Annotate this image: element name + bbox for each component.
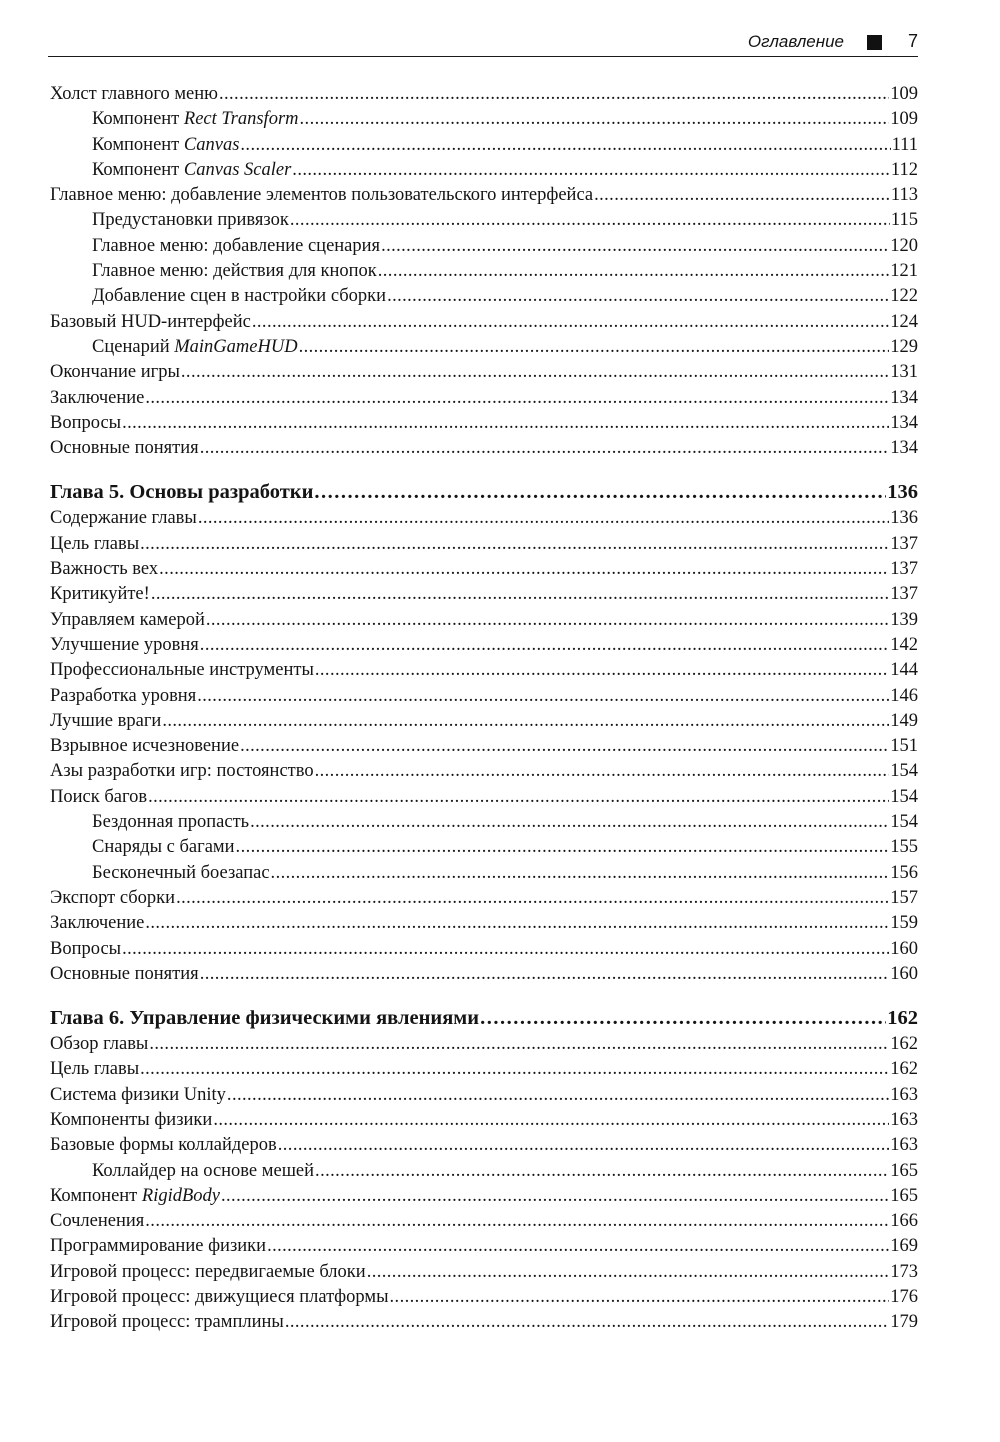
dot-leader: [198, 506, 889, 531]
header-square-mark: [867, 35, 882, 50]
toc-entry-title-text: Взрывное исчезновение: [50, 736, 240, 757]
toc-entry-title-text: Программирование физики: [50, 1236, 267, 1257]
toc-entry-title: [50, 1234, 266, 1259]
dot-leader: [213, 1108, 889, 1133]
toc-entry-title-text: Компонент: [92, 159, 184, 180]
toc-entry-page: 134: [890, 438, 918, 459]
toc-entry: [50, 886, 918, 911]
toc-entry-title-text: Важность вех: [50, 559, 159, 580]
toc-entry-title: [50, 886, 175, 911]
toc-entry-title-text: Игровой процесс: передвигаемые блоки: [50, 1261, 366, 1282]
toc-entry-title-text: Базовый HUD-интерфейс: [50, 311, 251, 332]
dot-leader: [285, 1310, 889, 1335]
toc-entry-title: [50, 1159, 314, 1184]
toc-entry-title: [50, 937, 121, 962]
toc-entry-title: [50, 158, 291, 183]
toc-entry-page: 162: [887, 1007, 918, 1030]
toc-entry-title-text: Основные понятия: [50, 438, 199, 459]
toc-entry-title: [50, 658, 314, 683]
toc-entry: [50, 1260, 918, 1285]
toc-entry-page: 156: [890, 862, 918, 883]
toc-entry-title-text: Базовые формы коллайдеров: [50, 1135, 277, 1156]
toc-entry: [50, 360, 918, 385]
toc-entry-title-text: Главное меню: добавление сценария: [92, 235, 381, 256]
toc-entry-title-text: Управляем камерой: [50, 609, 205, 630]
toc-entry-title: [50, 1260, 366, 1285]
toc-entry-title: [50, 310, 251, 335]
dot-leader: [219, 82, 889, 107]
toc-entry-title-text: Игровой процесс: движущиеся платформы: [50, 1287, 389, 1308]
toc-entry: [50, 436, 918, 461]
toc-entry-title: [50, 835, 235, 860]
toc-entry: [50, 158, 918, 183]
toc-entry: [50, 1209, 918, 1234]
dot-leader: [290, 208, 890, 233]
toc-entry-page: 115: [890, 210, 918, 231]
toc-entry-title: [50, 734, 239, 759]
toc-entry-page: 154: [890, 761, 918, 782]
toc-entry-page: 136: [887, 481, 918, 504]
dot-leader: [200, 962, 890, 987]
dot-leader: [250, 810, 889, 835]
toc-entry-title: [50, 1083, 226, 1108]
toc-entry-page: 163: [890, 1109, 918, 1130]
toc-entry-page: 176: [890, 1287, 918, 1308]
toc-entry-page: 179: [890, 1312, 918, 1333]
toc-entry-title: [50, 183, 593, 208]
toc-entry-title-text: Разработка уровня: [50, 685, 197, 706]
dot-leader: [122, 937, 889, 962]
toc-entry-page: 109: [890, 84, 918, 104]
dot-leader: [271, 861, 890, 886]
toc-entry-page: 162: [890, 1059, 918, 1080]
toc-entry: [50, 1032, 918, 1057]
dot-leader: [381, 234, 889, 259]
toc-entry-title-text: Поиск багов: [50, 786, 148, 807]
toc-entry-title-text: Критикуйте!: [50, 584, 150, 605]
toc-entry-page: 136: [890, 508, 918, 529]
toc-entry-title-italic: MainGameHUD: [174, 336, 298, 357]
toc-entry-page: 121: [890, 261, 918, 282]
dot-leader: [300, 107, 890, 132]
toc-entry-title: [50, 360, 180, 385]
toc-entry-title: [50, 234, 380, 259]
toc-entry-title-text: Бесконечный боезапас: [92, 862, 270, 883]
toc-entry-title-text: Бездонная пропасть: [92, 812, 250, 833]
toc-entry: [50, 208, 918, 233]
toc-entry-page: 120: [890, 235, 918, 256]
toc-entry-page: 122: [890, 286, 918, 307]
toc-entry-page: 149: [890, 710, 918, 731]
toc-entry-title: [50, 1310, 284, 1335]
toc-entry-title-text: Содержание главы: [50, 508, 197, 529]
toc-entry: [50, 310, 918, 335]
dot-leader: [148, 785, 889, 810]
toc-entry: [50, 608, 918, 633]
toc-entry: [50, 937, 918, 962]
toc-entry: [50, 1184, 918, 1209]
toc-entry-page: 137: [890, 533, 918, 554]
toc-entry-page: 154: [890, 812, 918, 833]
toc-entry-title: [50, 1108, 212, 1133]
toc-entry: [50, 234, 918, 259]
toc-entry-page: 173: [890, 1261, 918, 1282]
page-number: 7: [907, 31, 918, 51]
toc-entry: [50, 532, 918, 557]
toc-entry-title: [50, 1005, 479, 1032]
toc-entry-title-text: Заключение: [50, 387, 145, 408]
toc-entry: [50, 1083, 918, 1108]
toc-entry-title-text: Холст главного меню: [50, 84, 218, 104]
dot-leader: [200, 436, 890, 461]
dot-leader: [200, 633, 889, 658]
dot-leader: [367, 1260, 890, 1285]
dot-leader: [236, 835, 890, 860]
dot-leader: [145, 1209, 889, 1234]
table-of-contents: [50, 82, 918, 1336]
toc-entry-title: [50, 335, 298, 360]
toc-entry-title-text: Заключение: [50, 913, 145, 934]
toc-entry-title-text: Обзор главы: [50, 1034, 149, 1055]
dot-leader: [149, 1032, 889, 1057]
toc-entry-title-text: Снаряды с багами: [92, 837, 235, 858]
toc-entry-title-text: Система физики Unity: [50, 1084, 226, 1105]
toc-entry-page: 112: [890, 159, 918, 180]
toc-entry-title: [50, 582, 150, 607]
toc-entry-title-text: Экспорт сборки: [50, 887, 176, 908]
toc-entry: [50, 658, 918, 683]
toc-chapter-entry: [50, 1005, 918, 1032]
toc-entry-title: [50, 1184, 220, 1209]
dot-leader: [122, 411, 889, 436]
dot-leader: [267, 1234, 889, 1259]
dot-leader: [314, 479, 886, 506]
toc-entry-page: 111: [891, 134, 918, 155]
dot-leader: [594, 183, 890, 208]
toc-entry: [50, 835, 918, 860]
toc-entry-title: [50, 911, 144, 936]
toc-entry-title-text: Улучшение уровня: [50, 634, 199, 655]
toc-entry-page: 131: [890, 362, 918, 383]
dot-leader: [390, 1285, 890, 1310]
toc-entry-title: [50, 785, 147, 810]
toc-entry: [50, 911, 918, 936]
toc-entry-title: [50, 1209, 144, 1234]
toc-entry-title-italic: RigidBody: [141, 1185, 220, 1206]
toc-entry-title: [50, 133, 239, 158]
dot-leader: [315, 759, 890, 784]
toc-entry-title-text: Добавление сцен в настройки сборки: [92, 286, 387, 307]
dot-leader: [227, 1083, 889, 1108]
toc-entry-title-italic: Canvas Scaler: [183, 159, 292, 180]
toc-entry: [50, 962, 918, 987]
toc-entry-title-text: Вопросы: [50, 412, 122, 433]
toc-entry-title-text: Сочленения: [50, 1211, 145, 1232]
toc-entry-page: 163: [890, 1084, 918, 1105]
running-title: Оглавление: [747, 32, 844, 51]
toc-entry: [50, 709, 918, 734]
toc-entry-title: [50, 506, 197, 531]
toc-entry-page: 124: [890, 311, 918, 332]
toc-entry: [50, 557, 918, 582]
dot-leader: [221, 1184, 889, 1209]
toc-entry-title: [50, 82, 218, 107]
toc-entry-title: [50, 633, 199, 658]
toc-entry: [50, 734, 918, 759]
toc-entry-title: [50, 557, 158, 582]
toc-entry: [50, 82, 918, 107]
toc-entry: [50, 1159, 918, 1184]
toc-entry: [50, 1057, 918, 1082]
dot-leader: [378, 259, 890, 284]
toc-entry: [50, 1108, 918, 1133]
dot-leader: [315, 1159, 889, 1184]
toc-entry: [50, 259, 918, 284]
toc-entry: [50, 759, 918, 784]
toc-entry-page: 154: [890, 786, 918, 807]
toc-entry: [50, 785, 918, 810]
toc-entry-title: [50, 386, 144, 411]
toc-entry-title: [50, 810, 249, 835]
dot-leader: [140, 1057, 889, 1082]
toc-entry-title: [50, 436, 199, 461]
dot-leader: [240, 734, 889, 759]
toc-entry-title-text: Лучшие враги: [50, 710, 162, 731]
dot-leader: [299, 335, 890, 360]
toc-entry-title: [50, 608, 205, 633]
toc-entry: [50, 183, 918, 208]
toc-entry: [50, 107, 918, 132]
dot-leader: [278, 1133, 890, 1158]
toc-entry-page: 129: [890, 336, 918, 357]
toc-entry-page: 166: [890, 1211, 918, 1232]
toc-entry-page: 142: [890, 634, 918, 655]
toc-entry-title: [50, 962, 199, 987]
toc-entry-page: 160: [890, 938, 918, 959]
toc-entry-page: 165: [890, 1185, 918, 1206]
toc-entry-title-text: Компонент: [50, 1185, 142, 1206]
toc-entry-page: 134: [890, 387, 918, 408]
dot-leader: [480, 1005, 886, 1032]
toc-entry: [50, 411, 918, 436]
toc-entry-title-text: Азы разработки игр: постоянство: [50, 761, 314, 782]
dot-leader: [181, 360, 889, 385]
toc-entry-title: [50, 684, 196, 709]
toc-entry-title-text: Основные понятия: [50, 963, 199, 984]
toc-entry-title-text: Цель главы: [50, 533, 140, 554]
toc-entry-title: [50, 861, 270, 886]
toc-entry-title-text: Глава 5. Основы разработки: [50, 481, 314, 504]
dot-leader: [151, 582, 889, 607]
toc-entry-title: [50, 1285, 389, 1310]
toc-entry-title-text: Глава 6. Управление физическими явлениями: [50, 1007, 480, 1030]
toc-entry-page: 144: [890, 660, 918, 681]
toc-entry-title-text: Компонент: [92, 109, 184, 130]
toc-entry-title-text: Цель главы: [50, 1059, 140, 1080]
toc-entry: [50, 1285, 918, 1310]
toc-entry-title-text: Главное меню: действия для кнопок: [92, 261, 377, 282]
toc-entry-title: [50, 208, 289, 233]
toc-entry-title: [50, 479, 313, 506]
dot-leader: [197, 684, 889, 709]
toc-chapter-entry: [50, 479, 918, 506]
toc-entry-title-text: Профессиональные инструменты: [50, 660, 314, 681]
running-header: [48, 30, 918, 57]
dot-leader: [387, 284, 889, 309]
toc-entry-title-text: Главное меню: добавление элементов пользовательского интерфейса: [50, 185, 594, 206]
dot-leader: [145, 911, 889, 936]
toc-entry-page: 165: [890, 1160, 918, 1181]
toc-entry-page: 137: [890, 584, 918, 605]
toc-entry-title: [50, 1032, 148, 1057]
dot-leader: [176, 886, 889, 911]
toc-entry-title-italic: Canvas: [183, 134, 240, 155]
toc-entry-page: 137: [890, 559, 918, 580]
toc-entry-title: [50, 259, 377, 284]
toc-entry: [50, 386, 918, 411]
toc-entry-title-text: Вопросы: [50, 938, 122, 959]
toc-entry-title-text: Предустановки привязок: [92, 210, 289, 231]
toc-entry-title-text: Коллайдер на основе мешей: [92, 1160, 315, 1181]
toc-entry-page: 151: [890, 736, 918, 757]
dot-leader: [292, 158, 890, 183]
dot-leader: [315, 658, 889, 683]
toc-entry: [50, 335, 918, 360]
toc-entry: [50, 506, 918, 531]
toc-entry-title-text: Сценарий: [92, 336, 175, 357]
toc-entry-page: 169: [890, 1236, 918, 1257]
toc-entry: [50, 1234, 918, 1259]
toc-entry-page: 146: [890, 685, 918, 706]
toc-entry-title: [50, 1133, 277, 1158]
dot-leader: [140, 532, 889, 557]
toc-entry-page: 160: [890, 963, 918, 984]
toc-entry-title: [50, 107, 299, 132]
toc-entry-title: [50, 411, 121, 436]
toc-entry: [50, 684, 918, 709]
toc-entry: [50, 810, 918, 835]
toc-entry: [50, 1133, 918, 1158]
toc-entry-title: [50, 759, 314, 784]
toc-entry-title-text: Компоненты физики: [50, 1109, 213, 1130]
toc-entry-title-text: Игровой процесс: трамплины: [50, 1312, 284, 1333]
toc-entry-title-italic: Rect Transform: [183, 109, 299, 130]
toc-entry: [50, 1310, 918, 1335]
dot-leader: [206, 608, 889, 633]
toc-entry-title-text: Компонент: [92, 134, 184, 155]
toc-entry-page: 162: [890, 1034, 918, 1055]
toc-entry: [50, 582, 918, 607]
toc-entry-page: 163: [890, 1135, 918, 1156]
toc-entry: [50, 133, 918, 158]
toc-entry-page: 157: [890, 887, 918, 908]
toc-entry-page: 134: [890, 412, 918, 433]
toc-entry-title: [50, 284, 386, 309]
toc-entry: [50, 861, 918, 886]
dot-leader: [145, 386, 889, 411]
toc-entry-title-text: Окончание игры: [50, 362, 180, 383]
dot-leader: [159, 557, 889, 582]
toc-entry-page: 109: [890, 109, 918, 130]
toc-entry-page: 159: [890, 913, 918, 934]
toc-entry-page: 139: [890, 609, 918, 630]
dot-leader: [240, 133, 890, 158]
toc-entry-title: [50, 709, 161, 734]
toc-entry: [50, 284, 918, 309]
toc-entry: [50, 633, 918, 658]
toc-entry-page: 155: [890, 837, 918, 858]
dot-leader: [162, 709, 889, 734]
toc-entry-title: [50, 1057, 139, 1082]
dot-leader: [252, 310, 889, 335]
toc-entry-page: 113: [890, 185, 918, 206]
toc-entry-title: [50, 532, 139, 557]
